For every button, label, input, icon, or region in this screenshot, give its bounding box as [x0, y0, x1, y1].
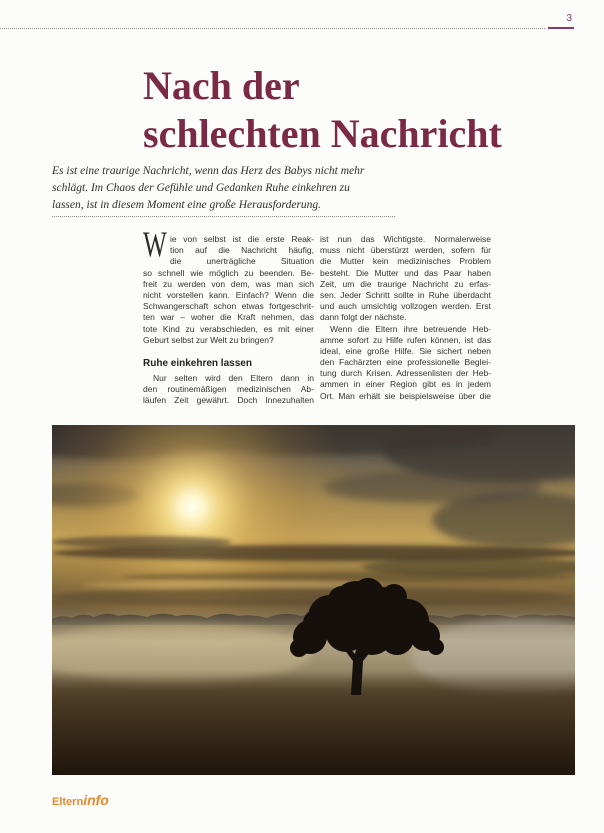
body-line: die Mutter kein medizinisches Problem — [320, 256, 491, 267]
photo-canvas — [52, 425, 575, 775]
intro-line: Es ist eine traurige Nachricht, wenn das Herz des Babys nicht mehr — [52, 165, 365, 177]
page-number-underline — [548, 27, 574, 29]
body-line: die unerträgliche Situation — [170, 256, 314, 267]
title-line-2: schlechten Nachricht — [143, 111, 502, 156]
title-line-1: Nach der — [143, 63, 300, 108]
field — [52, 670, 575, 775]
page-number: 3 — [566, 13, 572, 24]
logo-part-eltern: Eltern — [52, 796, 84, 808]
body-line: Ort. Man erhält sie beispielsweise über die — [320, 390, 491, 401]
intro-dotted-rule — [52, 216, 395, 217]
right-column — [320, 234, 491, 402]
body-line: amme sofort zu Hilfe rufen können, ist das — [320, 334, 491, 345]
header-dotted-rule — [0, 28, 545, 29]
body-line: den Fachärzten eine professionelle Beglei- — [320, 357, 491, 368]
body-line: besteht. Die Mutter und das Paar haben — [320, 267, 491, 278]
body-line: Schwangerschaft schon etwas fortgeschrit- — [143, 301, 314, 312]
body-line: ammen in einer Region gibt es in jedem — [320, 379, 491, 390]
body-line: ist nun das Wichtigste. Normalerweise — [320, 234, 491, 244]
left-column-paragraph-2 — [143, 373, 314, 407]
body-line: so schnell wie möglich zu beenden. Be- — [143, 267, 314, 278]
drop-cap: W — [143, 224, 167, 264]
body-line: sen. Jeder Schritt sollte in Ruhe überdacht — [320, 289, 491, 300]
section-subheading: Ruhe einkehren lassen — [143, 358, 252, 369]
body-line: Wenn die Eltern ihre betreuende Heb- — [330, 323, 491, 334]
sunset-photo — [52, 425, 575, 775]
body-line: Zeit, um die traurige Nachricht zu erfas- — [320, 278, 491, 289]
article-title — [143, 62, 502, 158]
intro-lead — [52, 163, 364, 214]
body-line: Nur selten wird den Eltern dann in — [153, 373, 314, 383]
body-line: läufen Zeit gewährt. Doch Innezuhalten — [143, 395, 314, 406]
body-line: freit zu werden von dem, was man sich — [143, 278, 314, 289]
intro-line: schlägt. Im Chaos der Gefühle und Gedanken Ruhe einkehren zu — [52, 182, 350, 194]
body-line: ideal, eine große Hilfe. Sie sichert neben — [320, 345, 491, 356]
body-line: nicht vorstellen kann. Einfach? Wenn die — [143, 289, 314, 300]
body-line: tote Kind zu verabschieden, es mit einer — [143, 323, 314, 334]
body-line: ie von selbst ist die erste Reak- — [170, 234, 314, 244]
body-line: tung durch Krisen. Adressenlisten der Heb- — [320, 368, 491, 379]
body-line: und auch umsichtig vollzogen werden. Erst — [320, 301, 491, 312]
body-line: ten war – woher die Kraft nehmen, das — [143, 312, 314, 323]
body-line: Geburt selbst zur Welt zu bringen? — [143, 334, 274, 345]
body-line: muss nicht überstürzt werden, sofern für — [320, 245, 491, 256]
logo-part-info: info — [83, 792, 109, 808]
elterninfo-logo — [52, 792, 109, 810]
body-line: dann folgt der nächste. — [320, 312, 407, 323]
left-column-paragraph-1 — [143, 234, 314, 346]
intro-line: lassen, ist in diesem Moment eine große Herausforderung. — [52, 199, 322, 211]
body-line: den routinemäßigen medizinischen Ab- — [143, 384, 314, 395]
body-line: tion auf die Nachricht häufig, — [170, 245, 314, 256]
